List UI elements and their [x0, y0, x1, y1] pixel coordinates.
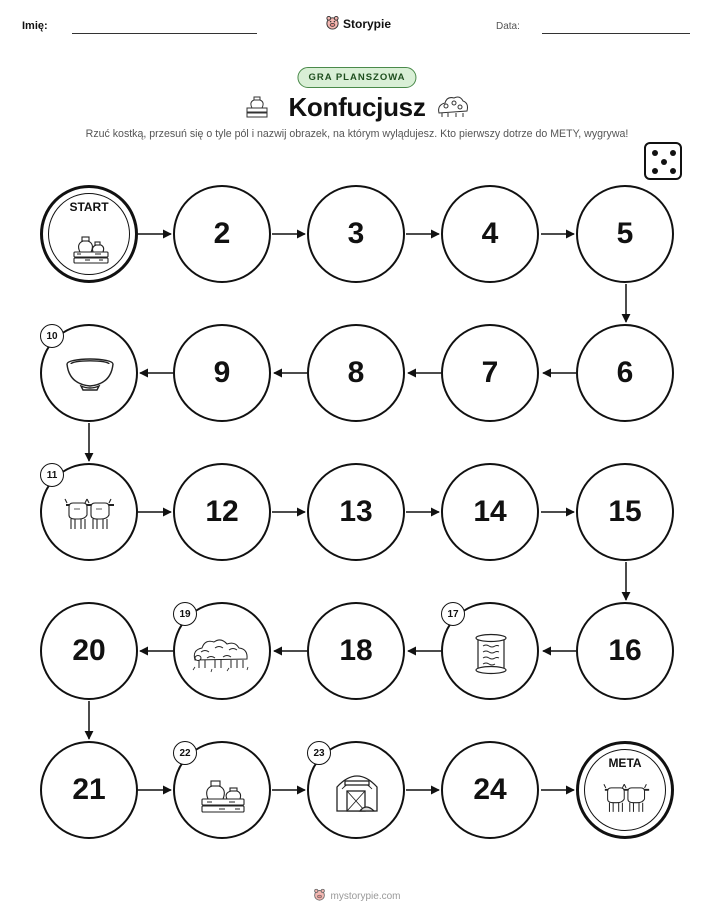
board-space-3 — [307, 185, 405, 283]
space-number: 2 — [213, 217, 231, 250]
board-space-19 — [173, 602, 271, 700]
instructions-text: Rzuć kostką, przesuń się o tyle pól i nazwij obrazek, na którym wylądujesz. Kto pierwszy dotrze do METY, wygrywa! — [85, 128, 629, 140]
board-space-15 — [576, 463, 674, 561]
board-space-20 — [40, 602, 138, 700]
space-number: 3 — [347, 217, 365, 250]
space-number: 8 — [347, 356, 365, 389]
space-number: 14 — [473, 495, 507, 528]
space-number-badge: 22 — [173, 741, 197, 765]
space-number-badge: 10 — [40, 324, 64, 348]
space-number: 21 — [72, 773, 106, 806]
footer-url[interactable]: mystorypie.com — [330, 890, 401, 902]
board-space-11 — [40, 463, 138, 561]
sheep-herd-icon — [191, 630, 255, 678]
space-number: 13 — [339, 495, 373, 528]
board-space-23 — [307, 741, 405, 839]
board-space-9 — [173, 324, 271, 422]
space-number: 16 — [608, 634, 642, 667]
start-label: START — [69, 200, 109, 214]
board-space-12 — [173, 463, 271, 561]
barn-icon — [334, 767, 380, 815]
date-label: Data: — [496, 21, 520, 32]
space-number: 5 — [616, 217, 634, 250]
board-space-14 — [441, 463, 539, 561]
space-number-badge: 23 — [307, 741, 331, 765]
board-space-24 — [441, 741, 539, 839]
board-space-8 — [307, 324, 405, 422]
oxen-plow-icon — [64, 497, 116, 533]
space-number: 18 — [339, 634, 373, 667]
board-space-22 — [173, 741, 271, 839]
space-number-badge: 19 — [173, 602, 197, 626]
space-number: 20 — [72, 634, 106, 667]
space-number: 4 — [481, 217, 499, 250]
board-space-7 — [441, 324, 539, 422]
board-space-6 — [576, 324, 674, 422]
footer — [0, 888, 714, 904]
board-space-17 — [441, 602, 539, 700]
oxen-plow-icon — [603, 782, 651, 816]
space-number: 12 — [205, 495, 239, 528]
brand-name: Storypie — [343, 17, 392, 31]
board-space-5 — [576, 185, 674, 283]
finish-space — [576, 741, 674, 839]
board-space-21 — [40, 741, 138, 839]
space-number: 9 — [213, 356, 231, 389]
space-number: 7 — [481, 356, 499, 389]
game-type-badge: GRA PLANSZOWA — [297, 67, 416, 88]
space-number: 24 — [473, 773, 507, 806]
board-space-10 — [40, 324, 138, 422]
space-number-badge: 11 — [40, 463, 64, 487]
space-number-badge: 17 — [441, 602, 465, 626]
board-space-16 — [576, 602, 674, 700]
name-label: Imię: — [22, 20, 48, 32]
bowl-icon — [64, 356, 116, 392]
scroll-icon — [470, 632, 512, 676]
space-number: 15 — [608, 495, 642, 528]
space-number: 6 — [616, 356, 634, 389]
page-title: Konfucjusz — [288, 92, 426, 122]
pots-on-stones-icon — [71, 226, 111, 266]
pig-mascot-icon — [313, 888, 326, 904]
board-space-13 — [307, 463, 405, 561]
finish-label: META — [608, 756, 642, 770]
pots-on-stones-icon — [199, 771, 247, 815]
board-space-4 — [441, 185, 539, 283]
start-space — [40, 185, 138, 283]
board-space-18 — [307, 602, 405, 700]
board-space-2 — [173, 185, 271, 283]
